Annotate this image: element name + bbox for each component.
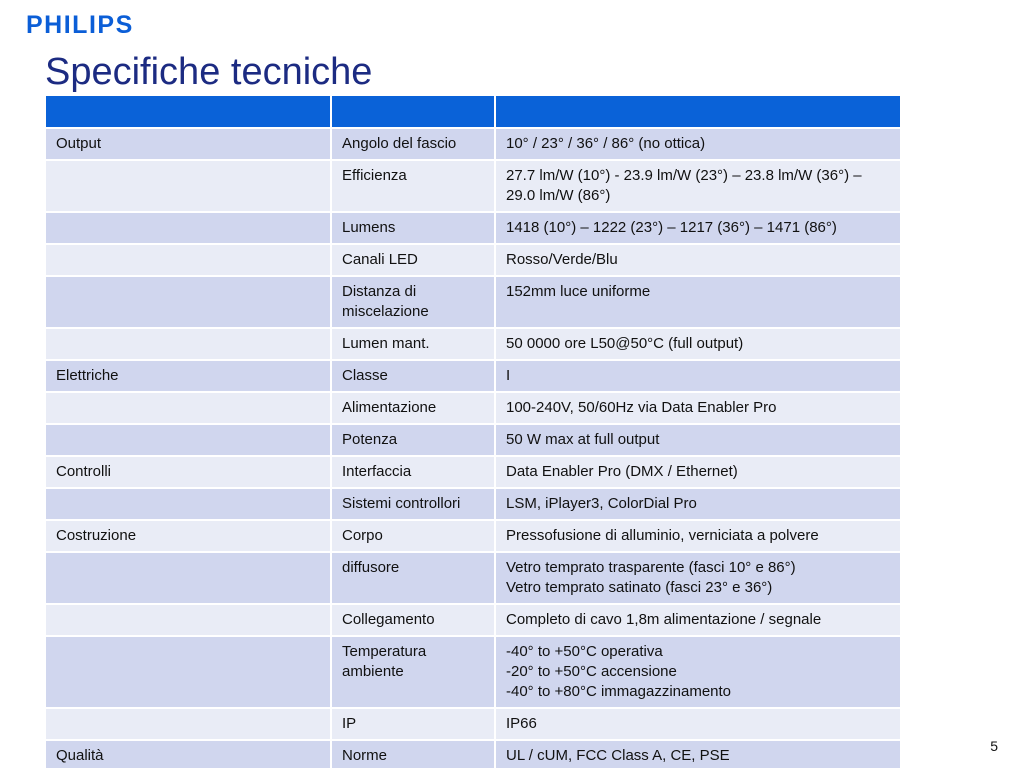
table-row [45, 740, 901, 768]
parameter-cell: Lumens [331, 212, 495, 244]
table-row [45, 360, 901, 392]
parameter-cell: Collegamento [331, 604, 495, 636]
table-row [45, 456, 901, 488]
value-cell: Completo di cavo 1,8m alimentazione / segnale [495, 604, 901, 636]
spec-table [44, 94, 902, 768]
value-cell: Rosso/Verde/Blu [495, 244, 901, 276]
header-cell-category [45, 95, 331, 128]
category-cell [45, 488, 331, 520]
category-cell [45, 604, 331, 636]
value-cell: Data Enabler Pro (DMX / Ethernet) [495, 456, 901, 488]
table-row [45, 424, 901, 456]
value-cell: I [495, 360, 901, 392]
table-row [45, 212, 901, 244]
parameter-cell: diffusore [331, 552, 495, 604]
table-row [45, 392, 901, 424]
value-cell: -40° to +50°C operativa -20° to +50°C accensione -40° to +80°C immagazzinamento [495, 636, 901, 708]
category-cell [45, 708, 331, 740]
category-cell [45, 212, 331, 244]
value-cell: LSM, iPlayer3, ColorDial Pro [495, 488, 901, 520]
parameter-cell: Potenza [331, 424, 495, 456]
category-cell: Elettriche [45, 360, 331, 392]
value-cell: 50 W max at full output [495, 424, 901, 456]
value-cell: 152mm luce uniforme [495, 276, 901, 328]
parameter-cell: Distanza di miscelazione [331, 276, 495, 328]
table-row [45, 708, 901, 740]
category-cell [45, 328, 331, 360]
value-cell: 100-240V, 50/60Hz via Data Enabler Pro [495, 392, 901, 424]
value-cell: Vetro temprato trasparente (fasci 10° e 86°) Vetro temprato satinato (fasci 23° e 36°) [495, 552, 901, 604]
parameter-cell: Sistemi controllori [331, 488, 495, 520]
category-cell: Output [45, 128, 331, 160]
table-row [45, 604, 901, 636]
value-cell: Pressofusione di alluminio, verniciata a polvere [495, 520, 901, 552]
table-row [45, 244, 901, 276]
parameter-cell: Canali LED [331, 244, 495, 276]
category-cell [45, 276, 331, 328]
table-row [45, 128, 901, 160]
category-cell [45, 552, 331, 604]
category-cell: Costruzione [45, 520, 331, 552]
category-cell [45, 424, 331, 456]
category-cell: Qualità [45, 740, 331, 768]
value-cell: 10° / 23° / 36° / 86° (no ottica) [495, 128, 901, 160]
table-row [45, 520, 901, 552]
parameter-cell: Classe [331, 360, 495, 392]
parameter-cell: Interfaccia [331, 456, 495, 488]
parameter-cell: Efficienza [331, 160, 495, 212]
parameter-cell: IP [331, 708, 495, 740]
parameter-cell: Temperatura ambiente [331, 636, 495, 708]
page-number: 5 [990, 738, 998, 754]
table-row [45, 160, 901, 212]
parameter-cell: Angolo del fascio [331, 128, 495, 160]
value-cell: 27.7 lm/W (10°) - 23.9 lm/W (23°) – 23.8 lm/W (36°) – 29.0 lm/W (86°) [495, 160, 901, 212]
table-body [45, 128, 901, 768]
parameter-cell: Alimentazione [331, 392, 495, 424]
category-cell [45, 636, 331, 708]
value-cell: 50 0000 ore L50@50°C (full output) [495, 328, 901, 360]
category-cell [45, 160, 331, 212]
slide-title: Specifiche tecniche [45, 51, 373, 93]
header-cell-parameter [331, 95, 495, 128]
category-cell: Controlli [45, 456, 331, 488]
value-cell: 1418 (10°) – 1222 (23°) – 1217 (36°) – 1471 (86°) [495, 212, 901, 244]
table-row [45, 552, 901, 604]
parameter-cell: Lumen mant. [331, 328, 495, 360]
parameter-cell: Corpo [331, 520, 495, 552]
category-cell [45, 392, 331, 424]
table-row [45, 488, 901, 520]
parameter-cell: Norme [331, 740, 495, 768]
value-cell: IP66 [495, 708, 901, 740]
table-header-row [45, 95, 901, 128]
header-cell-value [495, 95, 901, 128]
value-cell: UL / cUM, FCC Class A, CE, PSE [495, 740, 901, 768]
table-row [45, 276, 901, 328]
philips-logo: PHILIPS [26, 11, 134, 39]
category-cell [45, 244, 331, 276]
table-row [45, 636, 901, 708]
table-row [45, 328, 901, 360]
